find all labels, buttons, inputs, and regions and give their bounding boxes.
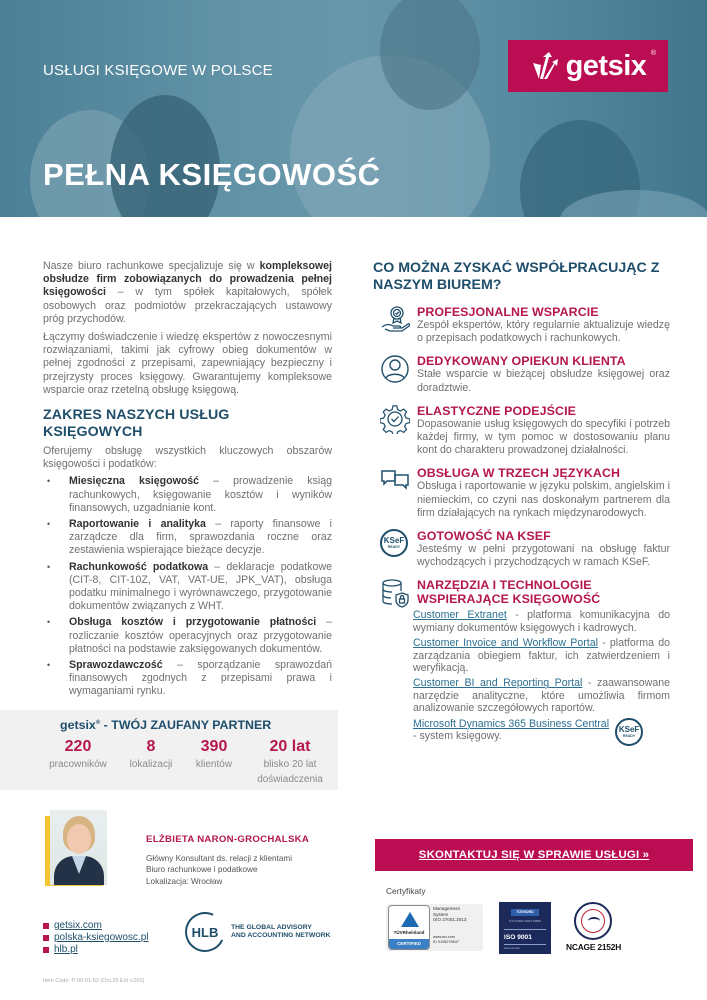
iso-head: TÜVNORD (511, 909, 539, 916)
tuv-line: System (433, 911, 449, 917)
link-row (43, 932, 149, 944)
contact-cta-link[interactable]: SKONTAKTUJ SIĘ W SPRAWIE USŁUGI » (418, 849, 650, 861)
service-title: Sprawozdawczość (69, 659, 163, 672)
service-item (43, 561, 332, 614)
stat-label: pracowników (49, 759, 107, 770)
stat-label: lokalizacji (129, 759, 173, 770)
tool-text: - platforma komunikacyjna do wymiany dokumentów księgowych i kadrowych. (413, 609, 670, 634)
user-circle-icon (380, 354, 410, 384)
service-text: – rozliczanie kosztów operacyjnych oraz przygotowanie płatności na podstawie zaksięgowanych dokumentów. (69, 616, 332, 655)
iso-9001-certificate (499, 902, 551, 954)
intro-paragraph-1 (43, 260, 332, 326)
hlb-mark-wrap (185, 912, 225, 952)
service-item (43, 475, 332, 515)
link-row (43, 920, 149, 932)
link-row (43, 944, 149, 956)
iso-url: tuev-nord.de (504, 946, 520, 950)
benefit-text: Jesteśmy w pełni przygotowani na obsługę faktur wychodzących i przychodzących w ramach KSeF. (417, 543, 670, 569)
hlb-tagline-1: THE GLOBAL ADVISORY (231, 924, 312, 931)
bullet-square-icon (43, 935, 49, 941)
services-list (43, 475, 332, 698)
stat-label: klientów (195, 759, 233, 770)
divider (504, 929, 546, 930)
registered-mark: ® (650, 50, 656, 57)
service-item (43, 659, 332, 699)
registered-mark: ® (95, 719, 101, 726)
stat-label: blisko 20 lat doświadczenia (257, 759, 323, 785)
tuv-id-number: ID 9105078547 (433, 939, 459, 944)
tool-text: - system księgowy. (413, 730, 502, 743)
tools-title-line: WSPIERAJĄCE KSIĘGOWOŚĆ (417, 592, 601, 607)
bullet-square-icon (43, 923, 49, 929)
benefit-text: Obsługa i raportowanie w języku polskim, angielskim i niemieckim, co czyni nas doskonałym partnerem dla firm działających na rynkach międzynarodowych. (417, 480, 670, 519)
benefit-title: OBSŁUGA W TRZECH JĘZYKACH (417, 466, 621, 481)
hlb-mark: HLB (191, 924, 219, 940)
service-text: – deklaracje podatkowe (CIT-8, CIT-10Z, VAT, VAT-UE, JPK_VAT), obsługa podatku minimalnego i wyrównawczego, przygotowanie dokumentów związanych z WHT. (69, 560, 332, 613)
service-text: – sporządzanie sprawozdań finansowych zgodnych z przepisami prawa i wymaganiami rynku. (69, 659, 332, 698)
hlb-tagline-2: AND ACCOUNTING NETWORK (231, 932, 331, 939)
tool-text: - platforma do zarządzania obiegiem faktur, ich zatwierdzeniem i weryfikacją. (413, 637, 670, 675)
link-customer-extranet[interactable]: Customer Extranet (413, 609, 507, 622)
link-hlb[interactable]: hlb.pl (54, 944, 78, 955)
stat-clients (186, 737, 242, 772)
benefit-title: PROFESJONALNE WSPARCIE (417, 305, 599, 319)
service-title: Rachunkowość podatkowa (69, 560, 209, 573)
iso-sub: TÜV NORD CERT GMBH (508, 919, 542, 923)
link-getsix[interactable]: getsix.com (54, 920, 102, 931)
logo-wordmark: getsix (565, 49, 647, 82)
benefit-item (380, 305, 670, 345)
link-bi-reporting-portal[interactable]: Customer BI and Reporting Portal (413, 677, 583, 690)
tool-text-wrap (413, 718, 609, 743)
iso-number: ISO 9001 (504, 934, 532, 941)
stat-value: 8 (146, 738, 156, 755)
tools-title-line: NARZĘDZIA I TECHNOLOGIE (417, 578, 592, 593)
intro-paragraph-2: Łączymy doświadczenie i wiedzę ekspertów z nowoczesnymi rozwiązaniami, takimi jak cyfrowy obieg dokumentów w pełnej zgodności z przepisami, zapewniający bezpieczny i przejrzysty proces księgowy. Gwarantujemy kompleksowe wsparcie oraz rzetelną obsługę księgową. (43, 331, 332, 396)
ksef-label: KSeF (383, 536, 405, 546)
intro-text: Nasze biuro rachunkowe specjalizuje się w (43, 260, 260, 272)
ncage-certificate (566, 902, 636, 957)
item-code: Item Code: P-00-01-52 (Oct.25 Ext v.001) (43, 978, 145, 984)
tuv-certificate (386, 904, 483, 951)
service-item (43, 518, 332, 558)
partner-title-text: - TWÓJ ZAUFANY PARTNER (100, 718, 272, 732)
getsix-logo[interactable] (508, 40, 668, 92)
consultant-name: ELŻBIETA NARON-GROCHALSKA (146, 834, 310, 845)
consultant-location: Lokalizacja: Wrocław (146, 876, 223, 886)
tuv-certified: CERTIFIED (389, 939, 429, 949)
tools-section (380, 578, 670, 745)
tuv-line: ISO 27001:2013 (433, 917, 467, 923)
divider (504, 944, 546, 945)
hand-award-icon (380, 305, 410, 335)
services-heading: ZAKRES NASZYCH USŁUG KSIĘGOWYCH (43, 407, 230, 441)
tools-title (417, 578, 670, 606)
tuv-id (433, 935, 459, 945)
tool-item (413, 609, 670, 634)
benefit-item (380, 466, 670, 520)
benefit-title: GOTOWOŚĆ NA KSEF (417, 529, 551, 544)
services-intro: Oferujemy obsługę wszystkich kluczowych obszarów księgowości i podatków: (43, 445, 332, 471)
benefit-title: DEDYKOWANY OPIEKUN KLIENTA (417, 354, 626, 369)
ncage-inner-ring (581, 909, 605, 933)
consultant-photo (45, 806, 105, 886)
ksef-sub: READY (387, 545, 401, 550)
ncage-seal-icon (574, 902, 612, 940)
chat-bubbles-icon (380, 466, 410, 496)
hero-subtitle: USŁUGI KSIĘGOWE W POLSCE (43, 62, 273, 79)
consultant-info (146, 853, 292, 887)
portrait (50, 810, 107, 885)
stat-locations (122, 737, 180, 772)
link-invoice-workflow-portal[interactable]: Customer Invoice and Workflow Portal (413, 637, 598, 650)
right-column (373, 260, 673, 832)
link-polska-ksiegowosc[interactable]: polska-ksiegowosc.pl (54, 932, 149, 943)
tool-text: - zaawansowane narzędzie analityczne, które umożliwia firmom analizowanie szczegółowych raportów. (413, 677, 670, 715)
tool-item (413, 677, 670, 714)
hlb-tagline (231, 924, 330, 940)
benefit-text: Dopasowanie usług księgowych do specyfiki i potrzeb każdej firmy, w tym pomoc w dostosowaniu planu kont do charakteru prowadzonej działalności. (417, 417, 670, 457)
stat-value: 220 (64, 738, 92, 755)
stat-value: 20 lat (269, 738, 311, 755)
service-title: Obsługa kosztów i przygotowanie płatności (69, 616, 317, 629)
bullet-square-icon (43, 947, 49, 953)
ksef-sub: READY (622, 733, 636, 738)
tool-item (413, 637, 670, 674)
benefit-item (380, 354, 670, 394)
service-title: Miesięczna księgowość (69, 475, 200, 488)
ncage-label: NCAGE 2152H (566, 942, 622, 952)
tuv-brand: TÜVRheinland (393, 930, 425, 935)
benefit-item (380, 404, 670, 458)
stat-value: 390 (200, 738, 228, 755)
gear-check-icon (380, 404, 410, 434)
portrait-face (67, 824, 91, 854)
tuv-info (433, 906, 466, 923)
ksef-ready-icon (380, 529, 408, 557)
tuv-badge (388, 905, 430, 950)
tuv-url: www.tuv.com (433, 935, 456, 939)
benefit-text: Stałe wsparcie w bieżącej obsłudze księgowej oraz doradztwie. (417, 368, 670, 394)
consultant-dept: Biuro rachunkowe i podatkowe (146, 865, 258, 875)
benefit-text: Zespół ekspertów, który regularnie aktualizuje wiedzę o przepisach podatkowych i rachunkowych. (417, 319, 670, 345)
tuv-line: Management (433, 906, 460, 911)
benefit-item (380, 529, 670, 569)
link-dynamics-365[interactable]: Microsoft Dynamics 365 Business Central (413, 717, 610, 730)
service-item (43, 616, 332, 656)
ksef-label: KSeF (618, 724, 640, 734)
intro-text: – w tym spółek kapitałowych, spółek osobowych oraz podmiotów przekraczających ustawowy próg przychodów. (43, 286, 332, 325)
page-title: PEŁNA KSIĘGOWOŚĆ (43, 157, 381, 192)
partner-stats-box (0, 710, 338, 790)
partner-brand: getsix (60, 718, 96, 732)
service-text: – raporty finansowe i zarządcze dla firm, sprawozdania roczne oraz zestawienia wspierające bieżące decyzje. (69, 518, 332, 557)
hlb-logo (185, 912, 330, 952)
stat-experience (248, 737, 332, 787)
certificates-label: Certyfikaty (386, 886, 426, 896)
service-text: – prowadzenie ksiąg rachunkowych, księgowanie kosztów i wyników finansowych, uzgadnianie kont. (69, 475, 332, 514)
benefits-heading: CO MOŻNA ZYSKAĆ WSPÓŁPRACUJĄC Z NASZYM BIUREM? (373, 260, 660, 293)
stat-employees (38, 737, 118, 772)
service-title: Raportowanie i analityka (69, 518, 206, 531)
left-column (43, 260, 332, 704)
hero-banner (0, 0, 707, 217)
eagle-icon (588, 917, 600, 925)
contact-cta-button[interactable] (375, 839, 693, 871)
tool-item (413, 718, 670, 746)
partner-title (60, 718, 271, 732)
ksef-ready-icon (615, 718, 643, 746)
consultant-role: Główny Konsultant ds. relacji z klientami (146, 854, 293, 863)
benefit-title: ELASTYCZNE PODEJŚCIE (417, 403, 576, 418)
tuv-triangle-icon (401, 912, 419, 927)
arrows-logo-icon (530, 51, 560, 81)
website-links (43, 920, 149, 956)
database-shield-icon (380, 578, 410, 608)
intro-bold: kompleksowej obsłudze firm zobowiązanych do prowadzenia pełnej księgowości (43, 260, 332, 299)
